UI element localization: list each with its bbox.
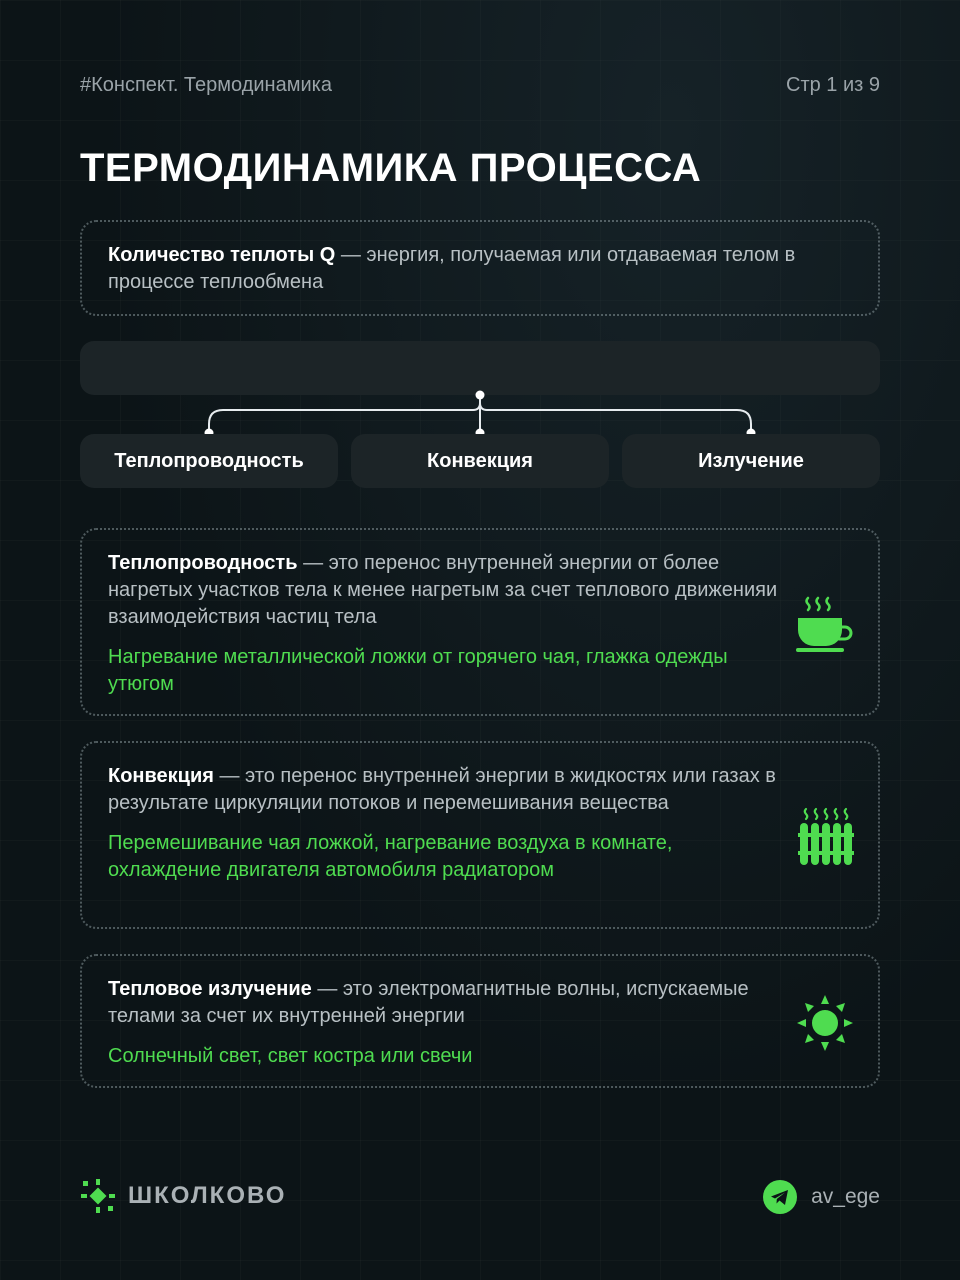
page-counter: Стр 1 из 9: [786, 74, 880, 96]
card-description: — это электромагнитные волны, испускаемые телами за счет их внутренней энергии: [108, 978, 749, 1027]
branch-radiation: Излучение: [622, 434, 880, 488]
card-term: Теплопроводность: [108, 552, 298, 574]
card-definition: [108, 976, 778, 1030]
connector-right: [480, 395, 751, 433]
node-root: [476, 391, 485, 400]
telegram-icon: [763, 1180, 797, 1214]
telegram-handle[interactable]: av_ege: [811, 1185, 880, 1208]
page-title: ТЕРМОДИНАМИКА ПРОЦЕССА: [80, 146, 702, 190]
definition-term: Количество теплоты Q: [108, 244, 336, 266]
brand-logo: [80, 1178, 286, 1214]
connector-left: [209, 395, 480, 433]
definition-text: [108, 242, 838, 296]
page-header: [80, 74, 880, 97]
definition-description: — энергия, получаемая или отдаваемая телом в процессе теплообмена: [108, 244, 796, 293]
card-example: Нагревание металлической ложки от горячего чая, глажка одежды утюгом: [108, 646, 728, 695]
telegram-link[interactable]: [763, 1180, 880, 1214]
branch-convection: Конвекция: [351, 434, 609, 488]
card-example: Перемешивание чая ложкой, нагревание воздуха в комнате, охлаждение двигателя автомобиля радиатором: [108, 832, 673, 881]
card-conduction: [80, 528, 880, 716]
definition-box: [80, 220, 880, 316]
card-term: Конвекция: [108, 765, 214, 787]
radiator-icon: [798, 807, 854, 867]
card-description: — это перенос внутренней энергии от более нагретых участков тела к менее нагретым за счет теплового движенияи взаимодействия частиц тела: [108, 552, 778, 628]
card-term: Тепловое излучение: [108, 978, 312, 1000]
card-convection: [80, 741, 880, 929]
logo-icon: [80, 1178, 116, 1214]
card-radiation: [80, 954, 880, 1088]
sun-icon: [796, 994, 854, 1052]
card-definition: [108, 550, 778, 631]
brand-name: ШКОЛКОВО: [128, 1182, 287, 1209]
card-description: — это перенос внутренней энергии в жидкостях или газах в результате циркуляции потоков и перемешивания вещества: [108, 765, 776, 814]
branch-conduction: Теплопроводность: [80, 434, 338, 488]
card-definition: [108, 763, 778, 817]
hot-cup-icon: [794, 594, 854, 654]
card-example: Солнечный свет, свет костра или свечи: [108, 1045, 473, 1067]
breadcrumb: #Конспект. Термодинамика: [80, 74, 332, 96]
